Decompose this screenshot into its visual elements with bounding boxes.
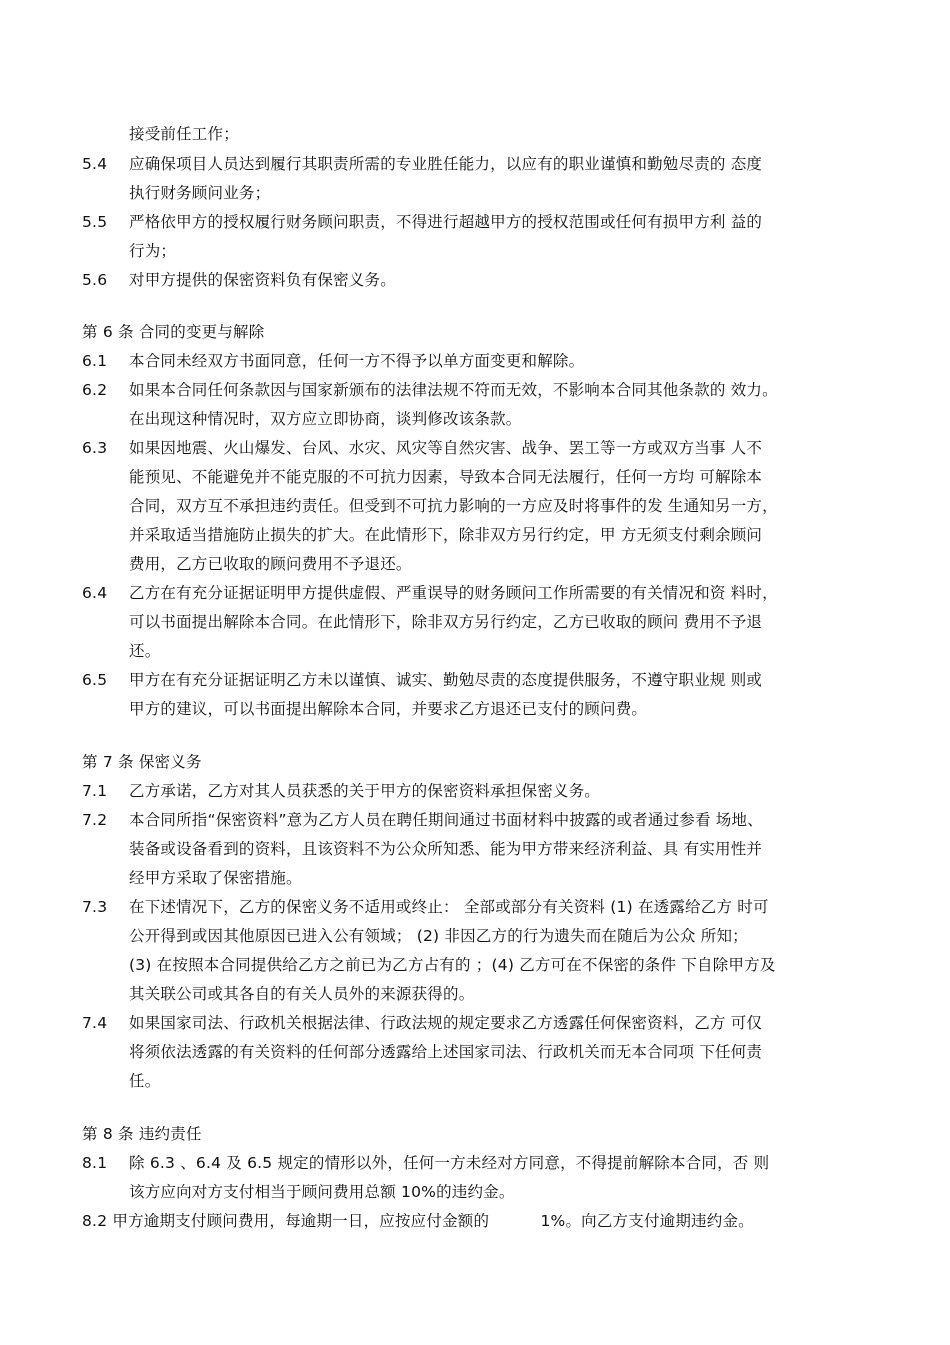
line-text: 将须依法透露的有关资料的任何部分透露给上述国家司法、行政机关而无本合同项 下任何责 — [129, 1043, 763, 1061]
article-7-heading: 第 7 条 保密义务 — [82, 753, 202, 771]
line-text: 装备或设备看到的资料，且该资料不为公众所知悉、能为甲方带来经济利益、具 有实用性并 — [129, 840, 763, 858]
clause-number: 6.4 — [82, 584, 108, 602]
clause-text: 除 6.3 、6.4 及 6.5 规定的情形以外，任何一方未经对方同意，不得提前解除本合同，否 则 — [129, 1154, 770, 1172]
line-text: 甲方的建议，可以书面提出解除本合同，并要求乙方退还已支付的顾问费。 — [129, 700, 648, 718]
line-text: 接受前任工作； — [129, 125, 239, 143]
line-text: 经甲方采取了保密措施。 — [129, 869, 302, 887]
line-text: 公开得到或因其他原因已进入公有领域； (2) 非因乙方的行为遗失而在随后为公众 所知； — [129, 927, 748, 945]
clause-text: 本合同未经双方书面同意，任何一方不得予以单方面变更和解除。 — [129, 352, 585, 370]
clause-number: 6.2 — [82, 381, 108, 399]
article-6-heading: 第 6 条 合同的变更与解除 — [82, 323, 265, 341]
clause-text: 在下述情况下，乙方的保密义务不适用或终止： 全部或部分有关资料 (1) 在透露给乙方 时可 — [129, 898, 769, 916]
clause-number: 7.2 — [82, 811, 108, 829]
clause-number: 6.5 — [82, 671, 108, 689]
clause-number: 7.3 — [82, 898, 108, 916]
line-text: 执行财务顾问业务； — [129, 184, 271, 202]
clause-number: 6.3 — [82, 439, 108, 457]
line-text: 其关联公司或其各自的有关人员外的来源获得的。 — [129, 985, 475, 1003]
line-text: 行为； — [129, 242, 177, 260]
clause-number: 7.1 — [82, 782, 108, 800]
line-text: 还。 — [129, 642, 161, 660]
line-text: 任。 — [129, 1072, 161, 1090]
line-text: 该方应向对方支付相当于顾问费用总额 10%的违约金。 — [129, 1183, 515, 1201]
clause-text: 乙方在有充分证据证明甲方提供虚假、严重误导的财务顾问工作所需要的有关情况和资 料时， — [129, 584, 778, 602]
clause-text: 本合同所指“保密资料”意为乙方人员在聘任期间通过书面材料中披露的或者通过参看 场地、 — [129, 811, 763, 829]
article-8-heading: 第 8 条 违约责任 — [82, 1125, 202, 1143]
clause-text: 应确保项目人员达到履行其职责所需的专业胜任能力，以应有的职业谨慎和勤勉尽责的 态度 — [129, 155, 763, 173]
clause-text: 严格依甲方的授权履行财务顾问职责，不得进行超越甲方的授权范围或任何有损甲方利 益的 — [129, 213, 763, 231]
clause-text: 乙方承诺，乙方对其人员获悉的关于甲方的保密资料承担保密义务。 — [129, 782, 601, 800]
clause-number: 5.4 — [82, 155, 108, 173]
line-text: 合同，双方互不承担违约责任。但受到不可抗力影响的一方应及时将事件的发 生通知另一方， — [129, 497, 778, 515]
clause-text: 如果本合同任何条款因与国家新颁布的法律法规不符而无效，不影响本合同其他条款的 效力。 — [129, 381, 778, 399]
clause-text: 对甲方提供的保密资料负有保密义务。 — [129, 271, 396, 289]
line-text: (3) 在按照本合同提供给乙方之前已为乙方占有的 ；(4) 乙方可在不保密的条件 下自除甲方及 — [129, 956, 776, 974]
clause-number: 5.5 — [82, 213, 108, 231]
clause-number: 6.1 — [82, 352, 108, 370]
clause-number: 8.1 — [82, 1154, 108, 1172]
clause-text: 如果国家司法、行政机关根据法律、行政法规的规定要求乙方透露任何保密资料，乙方 可仅 — [129, 1014, 763, 1032]
clause-8-2: 8.2 甲方逾期支付顾问费用，每逾期一日，应按应付金额的 1%。向乙方支付逾期违约金。 — [82, 1212, 754, 1230]
clause-text: 如果因地震、火山爆发、台风、水灾、风灾等自然灾害、战争、罢工等一方或双方当事 人不 — [129, 439, 763, 457]
line-text: 费用，乙方已收取的顾问费用不予退还。 — [129, 555, 412, 573]
line-text: 并采取适当措施防止损失的扩大。在此情形下，除非双方另行约定，甲 方无须支付剩余顾问 — [129, 526, 763, 544]
line-text: 可以书面提出解除本合同。在此情形下，除非双方另行约定，乙方已收取的顾问 费用不予退 — [129, 613, 763, 631]
line-text: 能预见、不能避免并不能克服的不可抗力因素，导致本合同无法履行，任何一方均 可解除本 — [129, 468, 763, 486]
clause-number: 7.4 — [82, 1014, 108, 1032]
clause-number: 5.6 — [82, 271, 108, 289]
line-text: 在出现这种情况时，双方应立即协商，谈判修改该条款。 — [129, 410, 522, 428]
clause-text: 甲方在有充分证据证明乙方未以谨慎、诚实、勤勉尽责的态度提供服务，不遵守职业规 则或 — [129, 671, 763, 689]
